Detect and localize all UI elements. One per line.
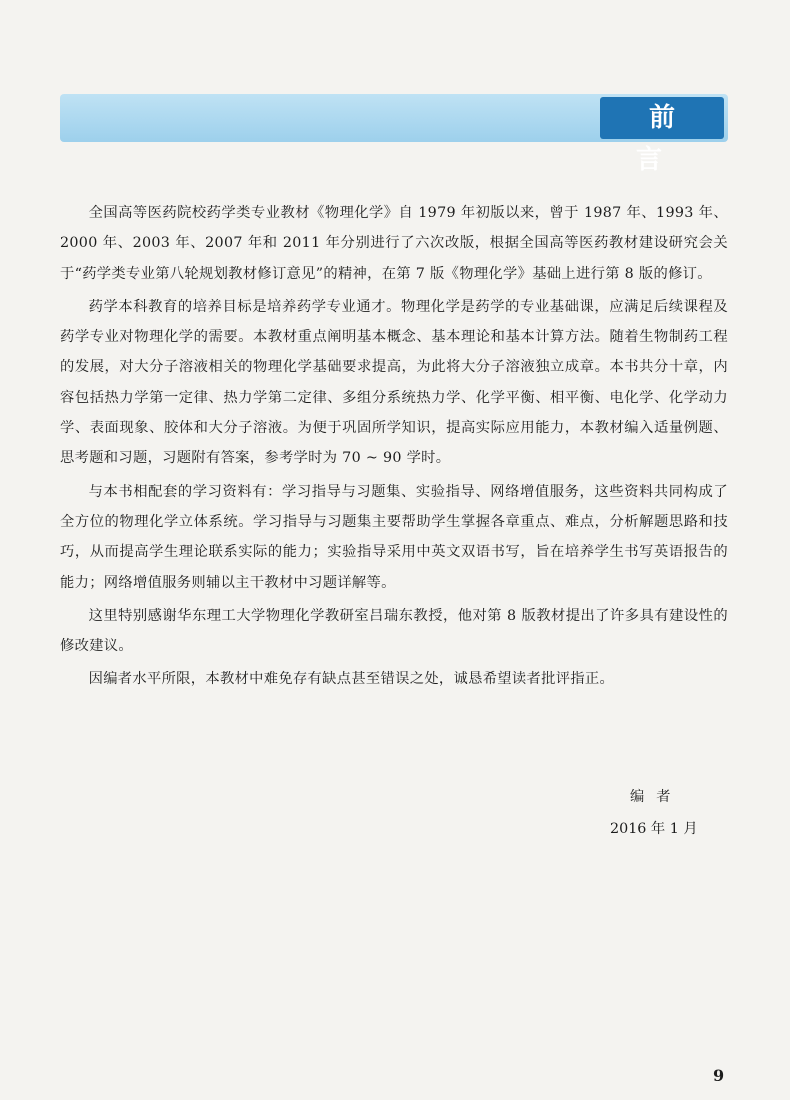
paragraph: 与本书相配套的学习资料有：学习指导与习题集、实验指导、网络增值服务，这些资料共同构成了全方位的物理化学立体系统。学习指导与习题集主要帮助学生掌握各章重点、难点，分析解题思路和技巧，从而提高学生理论联系实际的能力；实验指导采用中英文双语书写，旨在培养学生书写英语报告的能力；网络增值服务则辅以主干教材中习题详解等。 xyxy=(60,483,728,591)
signature-date: 2016 年 1 月 xyxy=(610,821,698,837)
page-number: 9 xyxy=(713,1066,725,1085)
header-banner xyxy=(60,94,728,175)
preface-body xyxy=(60,198,728,695)
author-signature: 编者 xyxy=(630,789,683,805)
paragraph: 这里特别感谢华东理工大学物理化学教研室吕瑞东教授，他对第 8 版教材提出了许多具有建设性的修改建议。 xyxy=(60,607,728,655)
paragraph: 因编者水平所限，本教材中难免存有缺点甚至错误之处，诚恳希望读者批评指正。 xyxy=(88,671,615,688)
paragraph: 全国高等医药院校药学类专业教材《物理化学》自 1979 年初版以来，曾于 1987 年、1993 年、2000 年、2003 年、2007 年和 2011 年分别进行了六次改版，根据全国高等医药教材建设研究会关于“药学类专业第八轮规划教材修订意见”的精神，在第 7 版《物理化学》基础上进行第 8 版的修订。 xyxy=(60,205,729,282)
page-title: 前 言 xyxy=(600,97,724,139)
paragraph: 药学本科教育的培养目标是培养药学专业通才。物理化学是药学的专业基础课，应满足后续课程及药学专业对物理化学的需要。本教材重点阐明基本概念、基本理论和基本计算方法。随着生物制药工程的发展，对大分子溶液相关的物理化学基础要求提高，为此将大分子溶液独立成章。本书共分十章，内容包括热力学第一定律、热力学第二定律、多组分系统热力学、化学平衡、相平衡、电化学、化学动力学、表面现象、胶体和大分子溶液。为便于巩固所学知识，提高实际应用能力，本教材编入适量例题、思考题和习题，习题附有答案，参考学时为 70 ~ 90 学时。 xyxy=(60,298,728,467)
